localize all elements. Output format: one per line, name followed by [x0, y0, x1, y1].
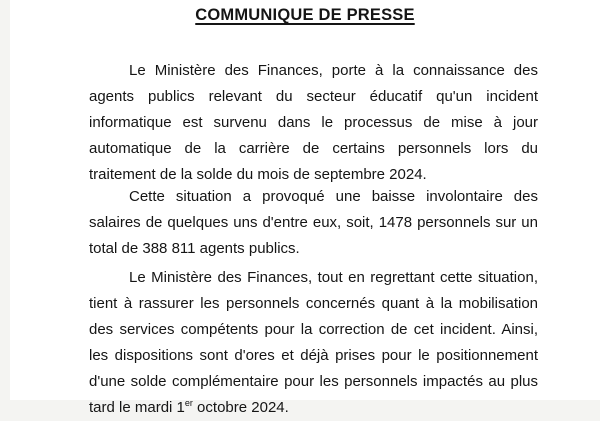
paragraph-3: [89, 265, 538, 421]
paragraph-1: Le Ministère des Finances, porte à la connaissance des agents publics relevant du secteur éducatif qu'un incident informatique est survenu dans le processus de mise à jour automatique de la carrière de certains personnels lors du traitement de la solde du mois de septembre 2024.: [89, 62, 538, 183]
paragraph-2: Cette situation a provoqué une baisse involontaire des salaires de quelques uns d'entre eux, soit, 1478 personnels sur un total de 388 811 agents publics.: [89, 188, 538, 257]
paragraph-3-text: Le Ministère des Finances, tout en regrettant cette situation, tient à rassurer les personnels concernés quant à la mobilisation des services compétents pour la correction de cet incident. Ainsi, les dispositions sont d'ores et déjà prises pour le positionnement d'une solde complémentaire pour les personnels impactés au plus tard le mardi 1: [89, 269, 538, 416]
page-title: [10, 6, 600, 25]
page-title-text: COMMUNIQUE DE PRESSE: [195, 6, 415, 24]
document-page: [10, 0, 600, 416]
paragraph-3-tail: octobre 2024.: [192, 399, 289, 416]
paragraph-3-superscript: er: [184, 398, 193, 408]
